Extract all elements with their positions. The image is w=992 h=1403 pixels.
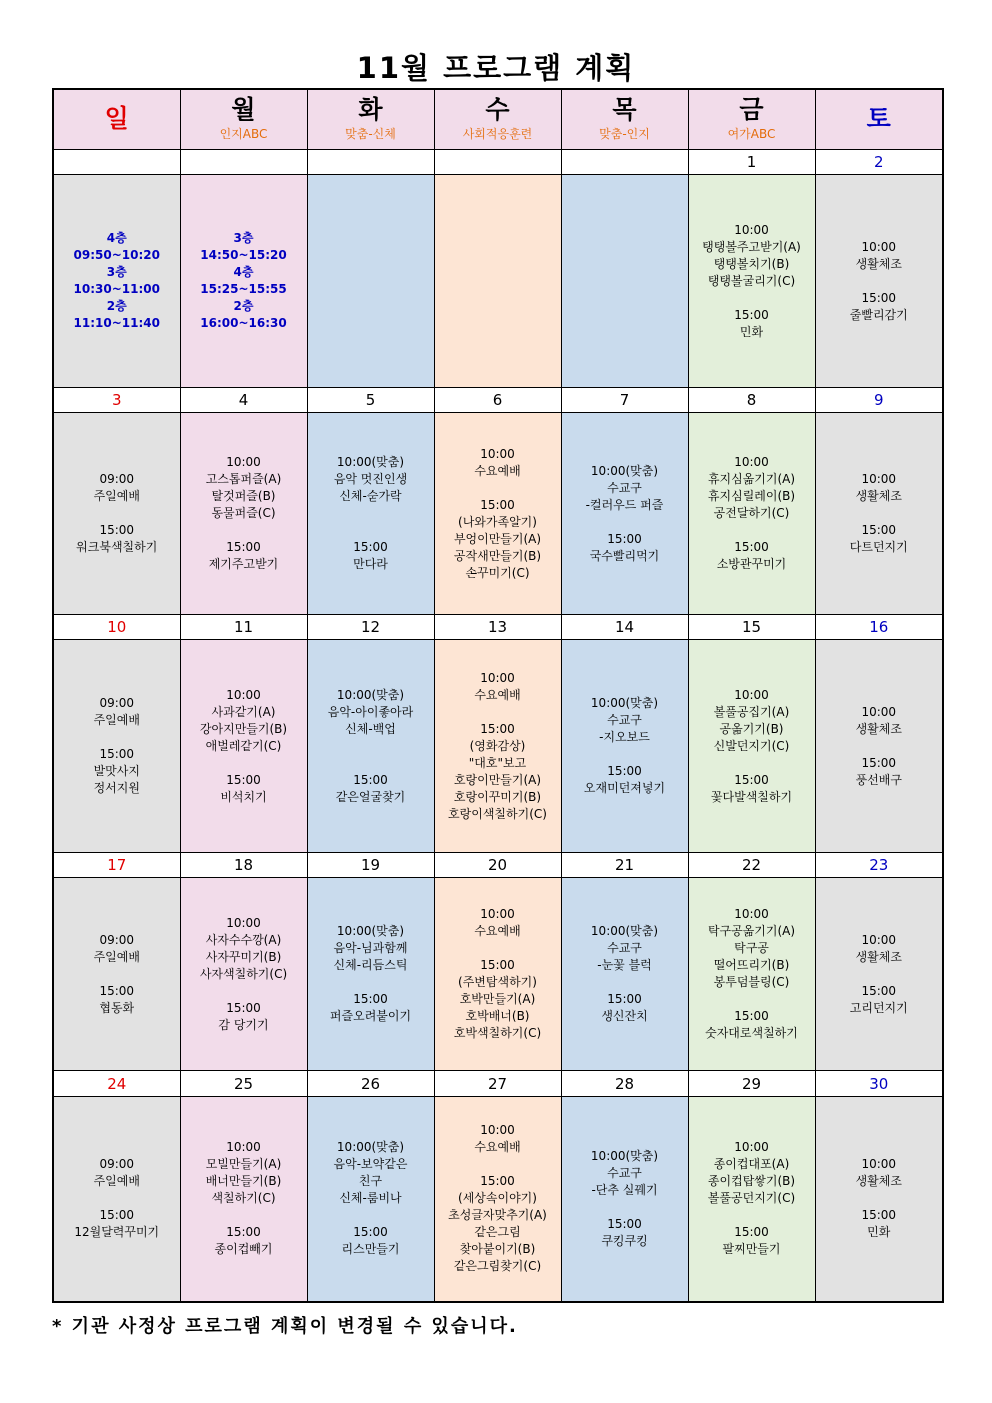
- weekday-name: 일: [104, 104, 129, 134]
- program-cell: 10:00 수요예배 15:00 (영화감상) "대호"보고 호랑이만들기(A) 호랑이꾸미기(B) 호랑이색칠하기(C): [434, 639, 561, 852]
- date-number: 2: [815, 149, 943, 174]
- program-cell: [434, 174, 561, 387]
- date-number: 7: [561, 388, 688, 413]
- date-number: 23: [815, 853, 943, 878]
- date-number: 4: [180, 388, 307, 413]
- date-number: 5: [307, 388, 434, 413]
- weekday-header-sun: [53, 89, 180, 149]
- date-number: 11: [180, 614, 307, 639]
- date-number: 14: [561, 614, 688, 639]
- program-cell: [561, 174, 688, 387]
- calendar-table: [52, 88, 944, 1303]
- program-cell: 09:00 주일예배 15:00 발맛사지 정서지원: [53, 639, 180, 852]
- date-number: 19: [307, 853, 434, 878]
- program-cell: 10:00(맞춤) 수교구 -눈꽃 블럭 15:00 생신잔치: [561, 878, 688, 1071]
- date-number: 30: [815, 1071, 943, 1096]
- program-cell: 10:00 볼풀공집기(A) 공옮기기(B) 신발던지기(C) 15:00 꽃다발색칠하기: [688, 639, 815, 852]
- program-cell: 10:00 생활체조 15:00 다트던지기: [815, 413, 943, 614]
- footnote: * 기관 사정상 프로그램 계획이 변경될 수 있습니다.: [52, 1316, 518, 1337]
- program-cell: 10:00 생활체조 15:00 고리던지기: [815, 878, 943, 1071]
- program-cell: 09:00 주일예배 15:00 12월달력꾸미기: [53, 1096, 180, 1302]
- program-cell: 10:00(맞춤) 음악-님과함께 신체-리듬스틱 15:00 퍼즐오려붙이기: [307, 878, 434, 1071]
- date-number: 13: [434, 614, 561, 639]
- program-cell: 10:00 고스톱퍼즐(A) 탈것퍼즐(B) 동물퍼즐(C) 15:00 제기주고받기: [180, 413, 307, 614]
- date-number: 6: [434, 388, 561, 413]
- program-cell: 10:00 생활체조 15:00 민화: [815, 1096, 943, 1302]
- program-cell: 10:00 종이컵대포(A) 종이컵탑쌓기(B) 볼풀공던지기(C) 15:00 팔찌만들기: [688, 1096, 815, 1302]
- weekday-program: 사회적응훈련: [462, 127, 533, 142]
- program-row: [53, 1096, 943, 1302]
- program-cell: 10:00 모빌만들기(A) 배너만들기(B) 색칠하기(C) 15:00 종이컵빼기: [180, 1096, 307, 1302]
- date-number: 25: [180, 1071, 307, 1096]
- weekday-program: 맞춤-신체: [345, 127, 396, 142]
- date-number: 29: [688, 1071, 815, 1096]
- date-number: 22: [688, 853, 815, 878]
- program-cell: 10:00(맞춤) 수교구 -단추 실꿰기 15:00 쿠킹쿠킹: [561, 1096, 688, 1302]
- program-cell: 3층 14:50~15:20 4층 15:25~15:55 2층 16:00~16:30: [180, 174, 307, 387]
- program-cell: 10:00(맞춤) 음악-보약같은 친구 신체-룸비나 15:00 리스만들기: [307, 1096, 434, 1302]
- weekday-name: 목: [612, 95, 637, 125]
- date-row: [53, 614, 943, 639]
- weekday-header-tue: [307, 89, 434, 149]
- date-number: 20: [434, 853, 561, 878]
- date-number: [307, 149, 434, 174]
- weekday-program: 인지ABC: [219, 127, 268, 142]
- date-row: [53, 388, 943, 413]
- program-cell: 10:00(맞춤) 음악 멋진인생 신체-숟가락 15:00 만다라: [307, 413, 434, 614]
- date-number: 17: [53, 853, 180, 878]
- weekday-program: 맞춤-인지: [599, 127, 650, 142]
- program-row: [53, 878, 943, 1071]
- date-number: 26: [307, 1071, 434, 1096]
- program-cell: 4층 09:50~10:20 3층 10:30~11:00 2층 11:10~11:40: [53, 174, 180, 387]
- weekday-name: 금: [739, 95, 764, 125]
- program-cell: 10:00(맞춤) 수교구 -지오보드 15:00 오재미던져넣기: [561, 639, 688, 852]
- weekday-header-sat: [815, 89, 943, 149]
- date-number: 21: [561, 853, 688, 878]
- date-number: 24: [53, 1071, 180, 1096]
- program-cell: 10:00(맞춤) 음악-아이좋아라 신체-백업 15:00 같은얼굴찾기: [307, 639, 434, 852]
- program-row: [53, 639, 943, 852]
- program-cell: 10:00 사자수수깡(A) 사자꾸미기(B) 사자색칠하기(C) 15:00 감 당기기: [180, 878, 307, 1071]
- date-number: 15: [688, 614, 815, 639]
- program-cell: 10:00 생활체조 15:00 풍선배구: [815, 639, 943, 852]
- date-number: [434, 149, 561, 174]
- date-number: 1: [688, 149, 815, 174]
- program-cell: 10:00 탱탱볼주고받기(A) 탱탱볼치기(B) 탱탱볼굴리기(C) 15:00 민화: [688, 174, 815, 387]
- date-number: 8: [688, 388, 815, 413]
- page-title: 11월 프로그램 계획: [356, 51, 636, 85]
- date-number: 28: [561, 1071, 688, 1096]
- date-number: [180, 149, 307, 174]
- date-row: [53, 149, 943, 174]
- date-number: 3: [53, 388, 180, 413]
- date-number: 16: [815, 614, 943, 639]
- date-number: 9: [815, 388, 943, 413]
- weekday-header-row: [53, 89, 943, 149]
- program-cell: 10:00(맞춤) 수교구 -컬러우드 퍼즐 15:00 국수빨리먹기: [561, 413, 688, 614]
- weekday-name: 월: [231, 95, 256, 125]
- program-cell: 10:00 수요예배 15:00 (나와가족알기) 부엉이만들기(A) 공작새만들기(B) 손꾸미기(C): [434, 413, 561, 614]
- program-cell: 10:00 수요예배 15:00 (세상속이야기) 초성글자맞추기(A) 같은그림 찾아붙이기(B) 같은그림찾기(C): [434, 1096, 561, 1302]
- weekday-header-fri: [688, 89, 815, 149]
- weekday-header-mon: [180, 89, 307, 149]
- program-cell: 10:00 사과같기(A) 강아지만들기(B) 애벌레같기(C) 15:00 비석치기: [180, 639, 307, 852]
- program-cell: [307, 174, 434, 387]
- weekday-header-thu: [561, 89, 688, 149]
- weekday-name: 수: [485, 95, 510, 125]
- program-row: [53, 413, 943, 614]
- program-cell: 10:00 수요예배 15:00 (주변탐색하기) 호박만들기(A) 호박배너(B) 호박색칠하기(C): [434, 878, 561, 1071]
- program-cell: 09:00 주일예배 15:00 워크북색칠하기: [53, 413, 180, 614]
- program-cell: 10:00 휴지심옮기기(A) 휴지심릴레이(B) 공전달하기(C) 15:00 소방관꾸미기: [688, 413, 815, 614]
- program-cell: 10:00 생활체조 15:00 줄빨리감기: [815, 174, 943, 387]
- calendar-body: [53, 149, 943, 1302]
- weekday-header-wed: [434, 89, 561, 149]
- weekday-program: 여가ABC: [727, 127, 776, 142]
- date-row: [53, 853, 943, 878]
- date-row: [53, 1071, 943, 1096]
- program-row: [53, 174, 943, 387]
- program-cell: 09:00 주일예배 15:00 협동화: [53, 878, 180, 1071]
- date-number: [561, 149, 688, 174]
- date-number: 10: [53, 614, 180, 639]
- weekday-name: 화: [358, 95, 383, 125]
- date-number: 12: [307, 614, 434, 639]
- date-number: 18: [180, 853, 307, 878]
- date-number: [53, 149, 180, 174]
- program-cell: 10:00 탁구공옮기기(A) 탁구공 떨어뜨리기(B) 봉투덤블링(C) 15:00 숫자대로색칠하기: [688, 878, 815, 1071]
- date-number: 27: [434, 1071, 561, 1096]
- weekday-name: 토: [866, 104, 891, 134]
